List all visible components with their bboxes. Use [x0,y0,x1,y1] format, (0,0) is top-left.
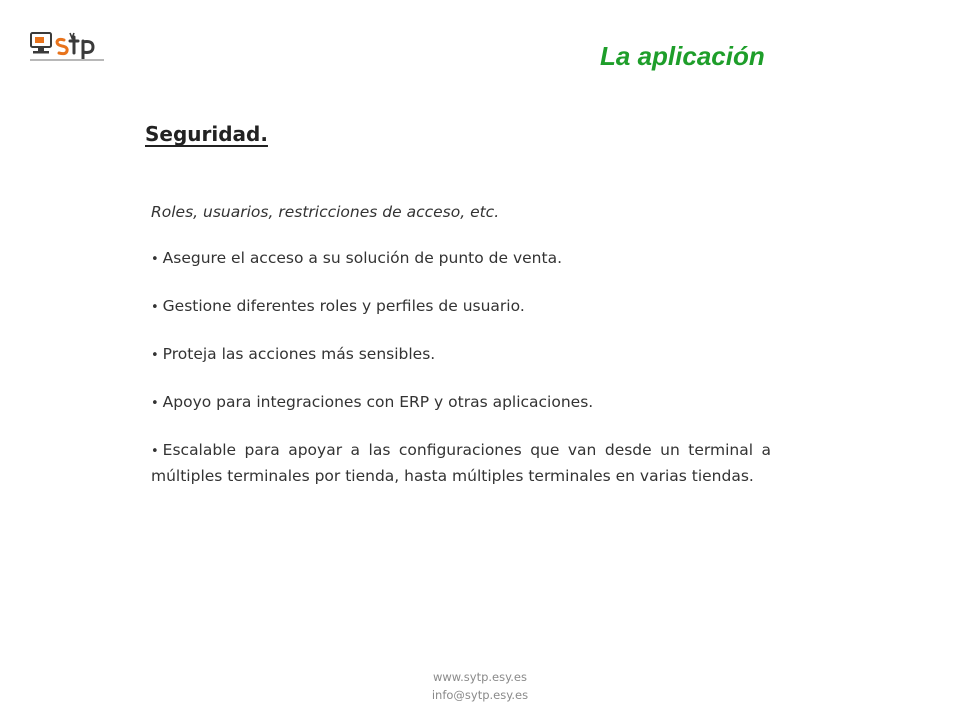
sytp-logo-icon [28,28,108,66]
footer [380,668,580,704]
bullet-icon: • [151,252,159,267]
list-item-text: Apoyo para integraciones con ERP y otras aplicaciones. [162,393,594,411]
intro-text: Roles, usuarios, restricciones de acceso, etc. [151,203,500,221]
bullet-icon: • [151,444,159,459]
list-item-text: Asegure el acceso a su solución de punto de venta. [162,249,562,267]
section-heading: Seguridad. [145,122,268,146]
feature-list [151,246,771,488]
list-item [151,246,771,272]
page-title: La aplicación [600,41,765,71]
list-item-text: Gestione diferentes roles y perfiles de usuario. [162,297,525,315]
bullet-icon: • [151,348,159,363]
list-item [151,294,771,320]
list-item [151,390,771,416]
content-body [151,200,771,488]
list-item-text: Escalable para apoyar a las configuraciones que van desde un terminal a múltiples terminales por tienda, hasta múltiples terminales en varias tiendas. [151,441,771,485]
list-item [151,438,771,488]
bullet-icon: • [151,300,159,315]
list-item [151,342,771,368]
email-link[interactable]: info@sytp.esy.es [431,688,529,702]
list-item-text: Proteja las acciones más sensibles. [162,345,436,363]
bullet-icon: • [151,396,159,411]
website-link[interactable]: www.sytp.esy.es [432,670,528,684]
company-logo [28,28,108,66]
